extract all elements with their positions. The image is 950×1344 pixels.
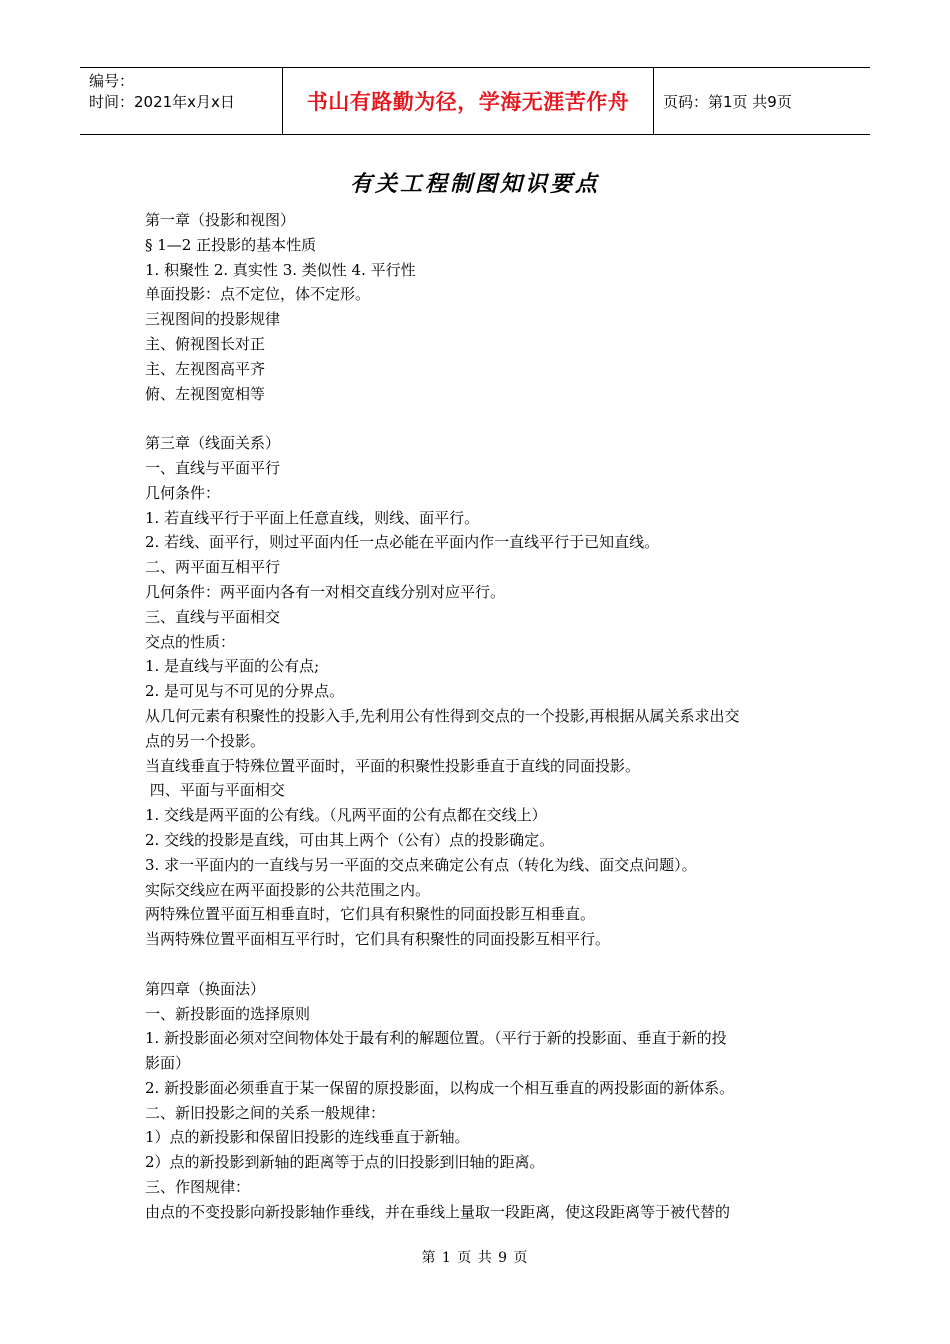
body-line: 四、平面与平面相交 bbox=[145, 781, 285, 800]
body-line: 主、左视图高平齐 bbox=[145, 359, 266, 378]
body-line: 二、新旧投影之间的关系一般规律： bbox=[145, 1103, 386, 1122]
body-line: 第四章（换面法） bbox=[145, 979, 266, 998]
body-line: 一、直线与平面平行 bbox=[145, 458, 281, 477]
body-line: 2. 交线的投影是直线，可由其上两个（公有）点的投影确定。 bbox=[145, 830, 555, 849]
body-line: 实际交线应在两平面投影的公共范围之内。 bbox=[145, 880, 431, 899]
header-page-info: 页码：第1页 共9页 bbox=[663, 92, 792, 111]
body-line: 点的另一个投影。 bbox=[145, 731, 266, 750]
body-line: 二、两平面互相平行 bbox=[145, 558, 281, 577]
body-line: 当两特殊位置平面相互平行时，它们具有积聚性的同面投影互相平行。 bbox=[145, 930, 611, 949]
body-line: 三、直线与平面相交 bbox=[145, 607, 281, 626]
body-line: 几何条件： bbox=[145, 483, 221, 502]
body-line: 主、俯视图长对正 bbox=[145, 334, 266, 353]
body-line: 1. 积聚性 2. 真实性 3. 类似性 4. 平行性 bbox=[145, 260, 416, 279]
body-line: 第三章（线面关系） bbox=[145, 434, 281, 453]
body-line: 2. 是可见与不可见的分界点。 bbox=[145, 682, 345, 701]
body-line: 三视图间的投影规律 bbox=[145, 310, 281, 329]
body-line bbox=[145, 952, 815, 977]
body-line: 1. 若直线平行于平面上任意直线，则线、面平行。 bbox=[145, 508, 480, 527]
body-line: 交点的性质： bbox=[145, 632, 236, 651]
body-line: 2. 新投影面必须垂直于某一保留的原投影面，以构成一个相互垂直的两投影面的新体系。 bbox=[145, 1078, 735, 1097]
header-motto: 书山有路勤为径，学海无涯苦作舟 bbox=[282, 68, 654, 134]
body-line: 3. 求一平面内的一直线与另一平面的交点来确定公有点（转化为线、面交点问题）。 bbox=[145, 855, 697, 874]
document-number-label: 编号： bbox=[89, 72, 135, 90]
body-line: 1. 是直线与平面的公有点; bbox=[145, 657, 320, 676]
body-line: 由点的不变投影向新投影轴作垂线，并在垂线上量取一段距离，使这段距离等于被代替的 bbox=[145, 1202, 731, 1221]
body-line: 当直线垂直于特殊位置平面时，平面的积聚性投影垂直于直线的同面投影。 bbox=[145, 756, 641, 775]
body-line: 一、新投影面的选择原则 bbox=[145, 1004, 311, 1023]
page-footer: 第 1 页 共 9 页 bbox=[421, 1250, 529, 1266]
body-line: 几何条件：两平面内各有一对相交直线分别对应平行。 bbox=[145, 582, 506, 601]
document-body bbox=[145, 208, 815, 1225]
body-line: 1. 新投影面必须对空间物体处于最有利的解题位置。（平行于新的投影面、垂直于新的投 bbox=[145, 1029, 727, 1048]
body-line: 第一章（投影和视图） bbox=[145, 211, 296, 229]
body-line: 2. 若线、面平行，则过平面内任一点必能在平面内作一直线平行于已知直线。 bbox=[145, 533, 660, 552]
body-line bbox=[145, 406, 815, 431]
body-line: 三、作图规律： bbox=[145, 1178, 251, 1197]
document-title: 有关工程制图知识要点 bbox=[349, 172, 600, 197]
body-line: 1. 交线是两平面的公有线。（凡两平面的公有点都在交线上） bbox=[145, 806, 547, 825]
body-line: 俯、左视图宽相等 bbox=[145, 384, 266, 403]
body-line: 两特殊位置平面互相垂直时，它们具有积聚性的同面投影互相垂直。 bbox=[145, 905, 596, 924]
header-table bbox=[80, 67, 870, 135]
body-line: § 1—2 正投影的基本性质 bbox=[145, 235, 317, 254]
body-line: 2）点的新投影到新轴的距离等于点的旧投影到旧轴的距离。 bbox=[145, 1153, 545, 1172]
body-line: 从几何元素有积聚性的投影入手,先利用公有性得到交点的一个投影,再根据从属关系求出交 bbox=[145, 706, 740, 725]
header-meta-cell bbox=[80, 68, 282, 134]
body-line: 单面投影：点不定位，体不定形。 bbox=[145, 285, 371, 304]
document-date-label: 时间：2021年x月x日 bbox=[89, 93, 235, 111]
body-line: 影面） bbox=[145, 1054, 191, 1073]
body-line: 1）点的新投影和保留旧投影的连线垂直于新轴。 bbox=[145, 1128, 470, 1147]
